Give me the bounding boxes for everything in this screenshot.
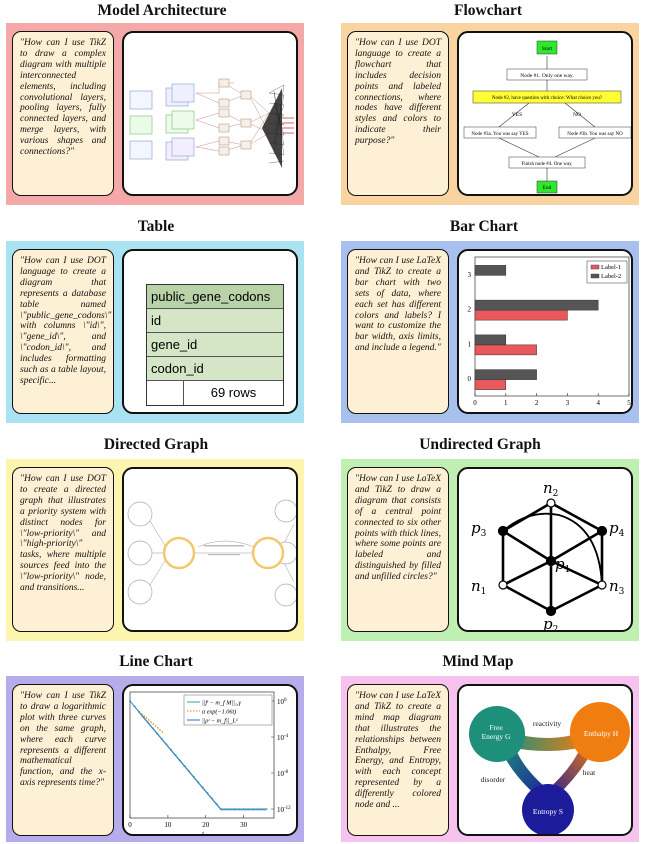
- panel-title-table: Table: [137, 218, 175, 235]
- node-n1: [499, 581, 507, 589]
- legend-swatch: [591, 265, 599, 269]
- legend-label: Label-2: [601, 273, 622, 280]
- label-p1: $p_1$: [555, 555, 571, 575]
- panel-directed-graph: [6, 459, 304, 641]
- x-tick-label: 30: [240, 821, 248, 829]
- mind-node-free-energy-line2: Energy G: [481, 732, 511, 741]
- y-tick-label: 2: [467, 305, 471, 314]
- label-p3: $p_3$: [471, 519, 487, 539]
- high-priority-node: [253, 538, 283, 568]
- flow-edge-yes: YES: [511, 112, 523, 118]
- undirected-graph-diagram: [459, 469, 633, 632]
- x-tick-label: 3: [565, 399, 570, 407]
- flow-node-2-label: Node #2, have question with choice: What choice you?: [491, 96, 603, 101]
- db-table: [146, 284, 284, 406]
- figure-directed-graph: [122, 467, 298, 632]
- flow-edge-no: NO: [573, 112, 581, 118]
- y-tick-label: $10^{-4}$: [277, 734, 289, 742]
- node-p3: [499, 527, 508, 536]
- directed-graph-diagram: [124, 469, 298, 632]
- prompt-text: "How can I use DOT language to create a diagram that represents a database table named \"public_gene_codons\" with columns \"id\", \"gene_id\", and \"codon_id\", and includes formatting such as a table layout, specific...: [12, 249, 114, 414]
- prompt-text: "How can I use LaTeX and TikZ to create a bar chart with two sets of data, where each set has different colors and labels? I want to customize the bar width, axis limits, and include a legend.": [347, 249, 449, 414]
- bar-chart-svg: [459, 251, 633, 414]
- bar-label-2: [475, 370, 537, 380]
- panel-title-model-architecture: Model Architecture: [97, 2, 227, 19]
- flow-node-start-label: Start: [541, 46, 553, 52]
- bar-label-2: [475, 335, 506, 345]
- legend-label: ||ρᵗ − m_f||_L¹: [202, 717, 238, 725]
- x-tick-label: 20: [202, 821, 210, 829]
- flow-node-3a-label: Node #3a. You was say YES: [471, 132, 529, 137]
- label-p2: $p_2$: [543, 615, 559, 634]
- mind-node-enthalpy-label: Enthalpy H: [583, 729, 619, 738]
- y-tick-label: $10^{-8}$: [277, 770, 289, 778]
- table-footer: [147, 381, 283, 405]
- figure-model-architecture: [122, 31, 298, 196]
- x-tick-label: 10: [164, 821, 172, 829]
- bar-label-2: [475, 300, 598, 310]
- x-tick-label: 0: [128, 821, 132, 829]
- bar-legend: [587, 261, 627, 283]
- mind-edge-reactivity: reactivity: [532, 719, 562, 728]
- node-n2: [547, 499, 555, 507]
- y-tick-label: 1: [467, 340, 471, 349]
- panel-flowchart: [341, 23, 639, 205]
- legend-label: ||fᵗ − m_f M||₂,γ: [202, 699, 241, 707]
- table-column-id: id: [147, 309, 283, 333]
- legend-label: α exp(−1.06t): [202, 708, 237, 716]
- x-tick-label: 1: [504, 399, 508, 407]
- mind-node-entropy-label: Entropy S: [532, 807, 564, 816]
- figure-bar-chart: [457, 249, 633, 414]
- panel-title-flowchart: Flowchart: [453, 2, 522, 19]
- node-p4: [598, 527, 607, 536]
- mind-edge-heat: heat: [582, 768, 596, 777]
- model-architecture-diagram: [124, 33, 298, 196]
- prompt-text: "How can I use DOT language to create a flowchart that includes decision points and labeled connections, where nodes have different styles and colors to indicate their purpose?": [347, 31, 449, 196]
- figure-table: [122, 249, 298, 414]
- panel-title-directed-graph: Directed Graph: [103, 436, 209, 453]
- figure-undirected-graph: [457, 467, 633, 632]
- bar-label-1: [475, 310, 567, 320]
- figure-flowchart: [457, 31, 633, 196]
- prompt-text: "How can I use TikZ to draw a complex diagram with multiple interconnected elements, including convolutional layers, pooling layers, fully connected layers, and merge layers, with various shapes and connections?": [12, 31, 114, 196]
- x-tick-label: 4: [596, 399, 600, 407]
- legend-swatch: [591, 274, 599, 278]
- low-priority-node: [164, 538, 194, 568]
- node-n3: [598, 581, 606, 589]
- y-tick-label: $10^{-12}$: [277, 806, 291, 814]
- panel-title-undirected-graph: Undirected Graph: [419, 436, 541, 453]
- panel-model-architecture: [6, 23, 304, 205]
- mind-map-diagram: [459, 686, 633, 836]
- line-chart-svg: [124, 686, 298, 836]
- legend-label: Label-1: [601, 264, 622, 271]
- prompt-text: "How can I use TikZ to draw a logarithmic plot with three curves on the same graph, where each curve represents a different mathematical function, and the x-axis represents time?": [12, 684, 114, 836]
- figure-line-chart: [122, 684, 298, 836]
- table-column-codon-id: codon_id: [147, 357, 283, 381]
- label-p4: $p_4$: [609, 519, 625, 539]
- mind-node-free-energy-line1: Free: [489, 723, 503, 732]
- y-tick-label: $10^0$: [277, 698, 287, 706]
- panel-title-mind-map: Mind Map: [442, 653, 514, 670]
- x-tick-label: 0: [473, 399, 477, 407]
- flow-node-3b-label: Node #3b. You was say NO: [567, 132, 623, 137]
- bar-label-1: [475, 380, 506, 390]
- y-tick-label: 0: [467, 375, 471, 384]
- panel-title-line-chart: Line Chart: [119, 653, 193, 670]
- panel-mind-map: [341, 676, 639, 842]
- flow-node-1-label: Node #1. Only one way.: [520, 73, 574, 79]
- flowchart-diagram: [459, 33, 633, 196]
- label-n1: $n_1$: [471, 577, 487, 597]
- prompt-text: "How can I use DOT to create a directed graph that illustrates a priority system with distinct nodes for \"low-priority\" and \"high-priority\" tasks, where multiple sources feed into the \"low-priority\" node, and transitions...: [12, 467, 114, 632]
- flow-node-end-label: End: [542, 185, 552, 191]
- bar-label-2: [475, 265, 506, 275]
- y-tick-label: 3: [467, 270, 471, 279]
- panel-table: [6, 241, 304, 423]
- bar-label-1: [475, 345, 537, 355]
- prompt-text: "How can I use LaTeX and TikZ to create a mind map diagram that illustrates the relationships between Enthalpy, Free Energy, and Entropy, with each concept represented by a differently colored node and ...: [347, 684, 449, 836]
- prompt-text: "How can I use LaTeX and TikZ to draw a diagram that consists of a central point connected to six other points with thick lines, where some points are labeled and distinguished by filled and unfilled circles?": [347, 467, 449, 632]
- flow-node-4-label: Finish node #4. One way.: [521, 162, 573, 167]
- panel-undirected-graph: [341, 459, 639, 641]
- table-name: public_gene_codons: [147, 285, 283, 309]
- row-count: 69 rows: [210, 385, 257, 400]
- panel-title-bar-chart: Bar Chart: [449, 218, 519, 235]
- x-tick-label: 2: [534, 399, 539, 407]
- mind-edge-disorder: disorder: [480, 775, 506, 784]
- panel-line-chart: [6, 676, 304, 842]
- x-axis-label: t: [202, 830, 204, 838]
- line-legend: [184, 695, 272, 725]
- label-n2: $n_2$: [543, 479, 559, 499]
- label-n3: $n_3$: [609, 577, 625, 597]
- table-column-gene-id: gene_id: [147, 333, 283, 357]
- x-tick-label: 5: [627, 399, 631, 407]
- panel-bar-chart: [341, 241, 639, 423]
- figure-mind-map: [457, 684, 633, 836]
